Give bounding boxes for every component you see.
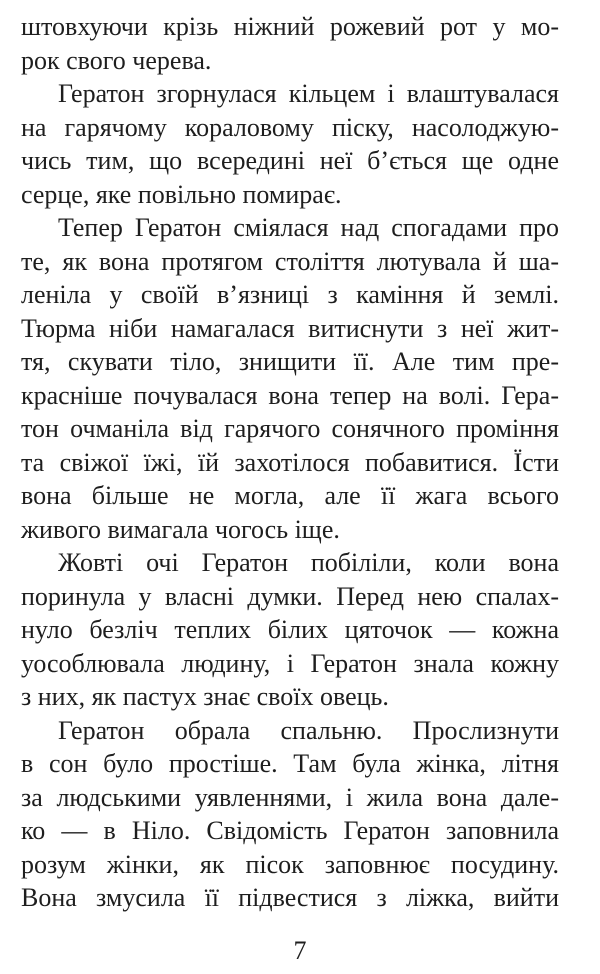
text-line: розум жінки, як пісок заповнює посудину.	[21, 849, 559, 879]
text-line: з них, як пастух знає своїх овець.	[21, 682, 389, 711]
text-line: чись тим, що всередині неї б’ється ще одне	[21, 146, 559, 175]
text-line: живого вимагала чогось іще.	[21, 514, 340, 544]
text-line: нуло безліч теплих білих цяточок — кожна	[21, 615, 559, 644]
text-line: в сон було простіше. Там була жінка, літня	[21, 749, 559, 778]
text-line: леніла у своїй в’язниці з каміння й землі.	[21, 280, 559, 309]
text-line: те, як вона протягом століття лютувала й ша-	[21, 246, 559, 276]
text-line: Тюрма ніби намагалася витиснути з неї жит-	[21, 313, 559, 343]
text-line: штовхуючи крізь ніжний рожевий рот у мо-	[21, 12, 559, 41]
text-line: тя, скувати тіло, знищити її. Але тим пре-	[21, 347, 559, 376]
text-line: тон очманіла від гарячого сонячного проміння	[21, 414, 559, 443]
text-line: Гератон згорнулася кільцем і влаштувалася	[58, 79, 559, 108]
text-line: ко — в Ніло. Свідомість Гератон заповнила	[21, 816, 559, 845]
text-line: на гарячому кораловому піску, насолоджую-	[21, 112, 559, 142]
text-line: Жовті очі Гератон побіліли, коли вона	[58, 548, 559, 577]
page-number: 7	[293, 936, 307, 965]
text-line: поринула у власні думки. Перед нею спалах-	[21, 581, 559, 611]
page-body-text	[21, 10, 559, 915]
text-line: Гератон обрала спальню. Прослизнути	[58, 715, 559, 745]
text-line: Вона змусила її підвестися з ліжка, вийти	[21, 883, 559, 912]
text-line: за людськими уявленнями, і жила вона дале-	[21, 782, 559, 812]
text-line: красніше почувалася вона тепер на волі. Гера-	[21, 380, 559, 410]
text-line: Тепер Гератон сміялася над спогадами про	[58, 213, 559, 242]
text-line: уособлювала людину, і Гератон знала кожну	[21, 648, 559, 678]
text-line: та свіжої їжі, їй захотілося побавитися. Їсти	[21, 447, 559, 477]
text-line: серце, яке повільно помирає.	[21, 179, 342, 209]
text-line: рок свого черева.	[21, 45, 212, 75]
text-line: вона більше не могла, але її жага всього	[21, 481, 559, 510]
